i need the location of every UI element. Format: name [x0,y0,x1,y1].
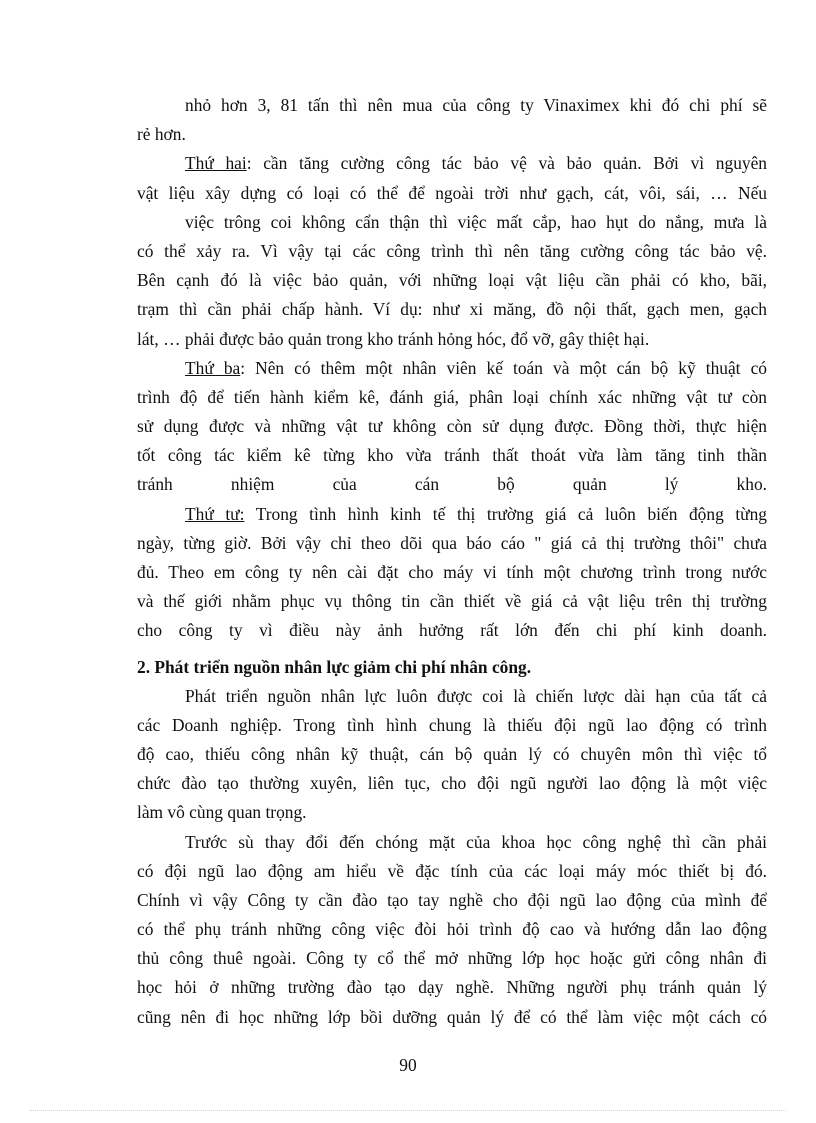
text-line [137,915,767,944]
text-line [137,208,767,237]
line-text: tránh nhiệm của cán bộ quản lý kho. [137,474,767,495]
text-line [137,616,767,645]
line-text: nhỏ hơn 3, 81 tấn thì nên mua của công ty Vinaximex khi đó chi phí sẽ [185,95,767,115]
line-text: chức đào tạo thường xuyên, liên tục, cho đội ngũ người lao động là một việc [137,773,767,794]
text-line [137,412,767,441]
text-line [137,1003,767,1032]
paragraph-label: Thứ ba [185,357,241,378]
text-line [137,886,767,915]
text-line [137,944,767,973]
line-text: cũng nên đi học những lớp bồi dưỡng quản lý để có thể làm việc một cách có [137,1006,767,1027]
paragraph [137,354,767,500]
line-text: trình độ để tiến hành kiểm kê, đánh giá, phân loại chính xác những vật tư còn [137,386,767,407]
paragraph [137,682,767,828]
page-bottom-rule [30,1110,786,1111]
line-text: Trong tình hình kinh tế thị trường giá cả luôn biến động từng [244,503,767,524]
line-text: đủ. Theo em công ty nên cài đặt cho máy vi tính một chương trình trong nước [137,562,767,582]
line-text: các Doanh nghiệp. Trong tình hình chung là thiếu đội ngũ lao động có trình [137,714,767,735]
line-text: việc trông coi không cẩn thận thì việc mất cắp, hao hụt do nắng, mưa là [185,211,767,232]
text-line [137,769,767,798]
text-line [137,711,767,740]
paragraph [137,828,767,1032]
text-line [137,740,767,769]
text-line [137,857,767,886]
text-line [137,682,767,711]
text-line [137,558,767,587]
text-line [137,266,767,295]
document-body [137,91,767,1032]
text-line [137,149,767,178]
line-text: vật liệu xây dựng có loại có thể để ngoài trời như gạch, cát, vôi, sái, … Nếu [137,182,767,203]
text-line [137,179,767,208]
text-line [137,295,767,324]
line-text: cho công ty vì điều này ảnh hưởng rất lớn đến chi phí kinh doanh. [137,620,767,641]
line-text: làm vô cùng quan trọng. [137,802,307,823]
text-line [137,325,767,354]
line-text: Phát triển nguồn nhân lực luôn được coi là chiến lược dài hạn của tất cả [185,685,767,706]
line-text: học hỏi ở những trường đào tạo dạy nghề. Những người phụ tránh quản lý [137,977,767,998]
line-text: sử dụng được và những vật tư không còn sử dụng được. Đồng thời, thực hiện [137,416,767,437]
text-line [137,500,767,529]
line-text: và thế giới nhằm phục vụ thông tin cần thiết về giá cả vật liệu trên thị trường [137,591,767,612]
line-text: : cần tăng cường công tác bảo vệ và bảo quản. Bởi vì nguyên [246,153,767,174]
paragraph-label: Thứ hai [185,153,247,174]
paragraph [137,91,767,149]
line-text: Chính vì vậy Công ty cần đào tạo tay nghề cho đội ngũ lao động của mình để [137,889,767,910]
line-text: rẻ hơn. [137,124,186,145]
text-line [137,120,767,149]
line-text: trạm thì cần phải chấp hành. Ví dụ: như xi măng, đồ nội thất, gạch men, gạch [137,299,767,320]
line-text: : Nên có thêm một nhân viên kế toán và một cán bộ kỹ thuật có [240,357,767,378]
text-line [137,354,767,383]
page-number: 90 [399,1055,417,1075]
line-text: lát, … phải được bảo quản trong kho tránh hỏng hóc, đổ vỡ, gây thiệt hại. [137,328,650,349]
line-text: ngày, từng giờ. Bởi vậy chỉ theo dõi qua báo cáo " giá cả thị trường thôi" chưa [137,532,767,553]
line-text: độ cao, thiếu công nhân kỹ thuật, cán bộ quản lý có chuyên môn thì việc tổ [137,743,767,764]
text-line [137,441,767,470]
text-line [137,383,767,412]
section-heading: 2. Phát triển nguồn nhân lực giảm chi phí nhân công. [137,656,532,677]
text-line [137,587,767,616]
paragraph-label: Thứ tư: [185,503,245,524]
line-text: có thể phụ tránh những công việc đòi hỏi trình độ cao và hướng dẫn lao động [137,919,767,940]
line-text: tốt công tác kiểm kê từng kho vừa tránh thất thoát vừa làm tăng tinh thần [137,445,767,466]
text-line [137,798,767,827]
line-text: thủ công thuê ngoài. Công ty cổ thể mở những lớp học hoặc gửi công nhân đi [137,948,767,969]
line-text: Trước sù thay đổi đến chóng mặt của khoa học công nghệ thì cần phải [185,831,767,852]
line-text: Bên cạnh đó là việc bảo quản, với những loại vật liệu cần phải có kho, bãi, [137,270,767,291]
text-line [137,529,767,558]
line-text: có đội ngũ lao động am hiểu về đặc tính của các loại máy móc thiết bị đó. [137,860,767,881]
text-line [137,973,767,1002]
paragraph [137,500,767,646]
text-line [137,470,767,499]
text-line [137,237,767,266]
line-text: có thể xảy ra. Vì vậy tại các công trình thì nên tăng cường công tác bảo vệ. [137,240,767,261]
text-line [137,91,767,120]
text-line [137,828,767,857]
paragraph [137,149,767,353]
